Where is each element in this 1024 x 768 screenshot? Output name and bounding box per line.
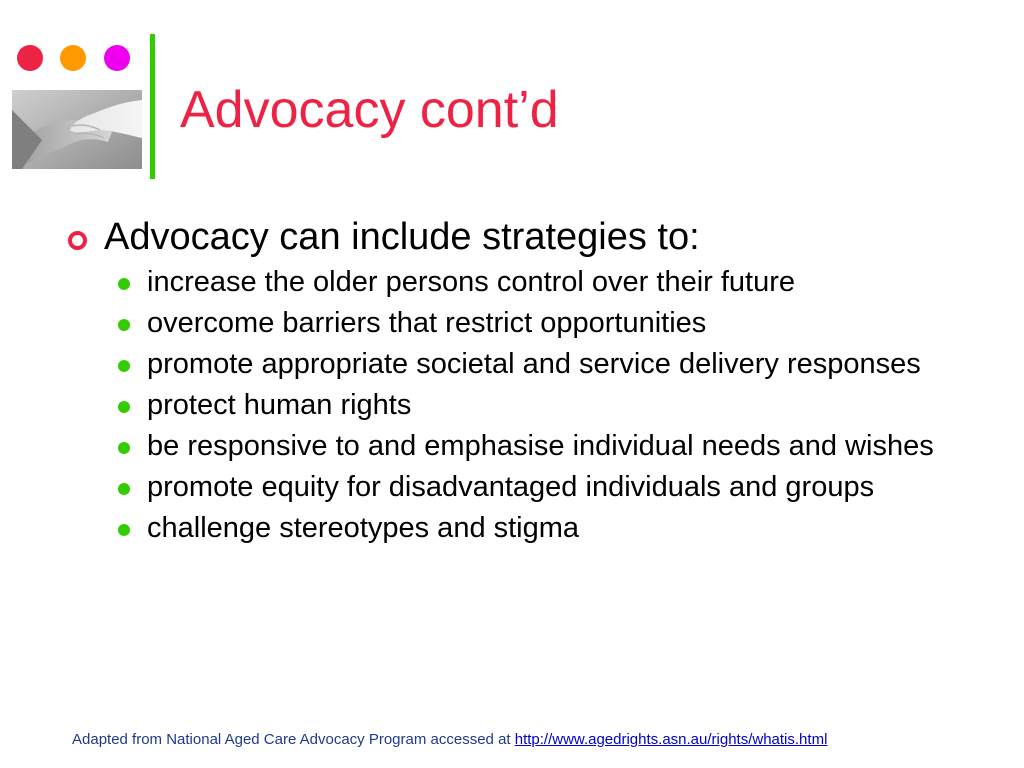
decorative-dot-orange bbox=[60, 45, 86, 71]
accent-divider-line bbox=[150, 34, 155, 179]
dot-bullet-icon bbox=[118, 278, 130, 290]
list-item bbox=[68, 307, 948, 340]
dot-bullet-icon bbox=[118, 483, 130, 495]
slide-body bbox=[68, 212, 948, 553]
dot-bullet-icon bbox=[118, 524, 130, 536]
list-item-text: promote appropriate societal and service delivery responses bbox=[147, 348, 921, 380]
decorative-dot-red bbox=[17, 45, 43, 71]
dot-bullet-icon bbox=[118, 442, 130, 454]
list-item bbox=[68, 512, 948, 545]
source-link[interactable]: http://www.agedrights.asn.au/rights/whatis.html bbox=[514, 731, 828, 748]
list-item bbox=[68, 430, 948, 463]
list-item-text: overcome barriers that restrict opportunities bbox=[147, 307, 707, 339]
list-item-text: be responsive to and emphasise individual needs and wishes bbox=[147, 430, 934, 462]
footer-text: Adapted from National Aged Care Advocacy Program accessed at bbox=[72, 731, 515, 748]
list-item bbox=[68, 348, 948, 381]
main-bullet-text: Advocacy can include strategies to: bbox=[104, 216, 700, 258]
list-item-text: increase the older persons control over their future bbox=[147, 266, 796, 298]
list-item bbox=[68, 471, 948, 504]
main-bullet bbox=[68, 212, 948, 262]
dot-bullet-icon bbox=[118, 319, 130, 331]
list-item bbox=[68, 266, 948, 299]
list-item-text: challenge stereotypes and stigma bbox=[147, 512, 580, 544]
list-item-text: promote equity for disadvantaged individuals and groups bbox=[147, 471, 875, 503]
slide-title: Advocacy cont’d bbox=[180, 81, 559, 139]
ring-bullet-icon bbox=[68, 231, 87, 250]
list-item bbox=[68, 389, 948, 422]
dot-bullet-icon bbox=[118, 401, 130, 413]
source-footer bbox=[72, 730, 827, 750]
holding-hands-photo bbox=[12, 90, 142, 169]
strategy-list bbox=[68, 266, 948, 545]
decorative-dot-magenta bbox=[104, 45, 130, 71]
dot-bullet-icon bbox=[118, 360, 130, 372]
list-item-text: protect human rights bbox=[147, 389, 412, 421]
